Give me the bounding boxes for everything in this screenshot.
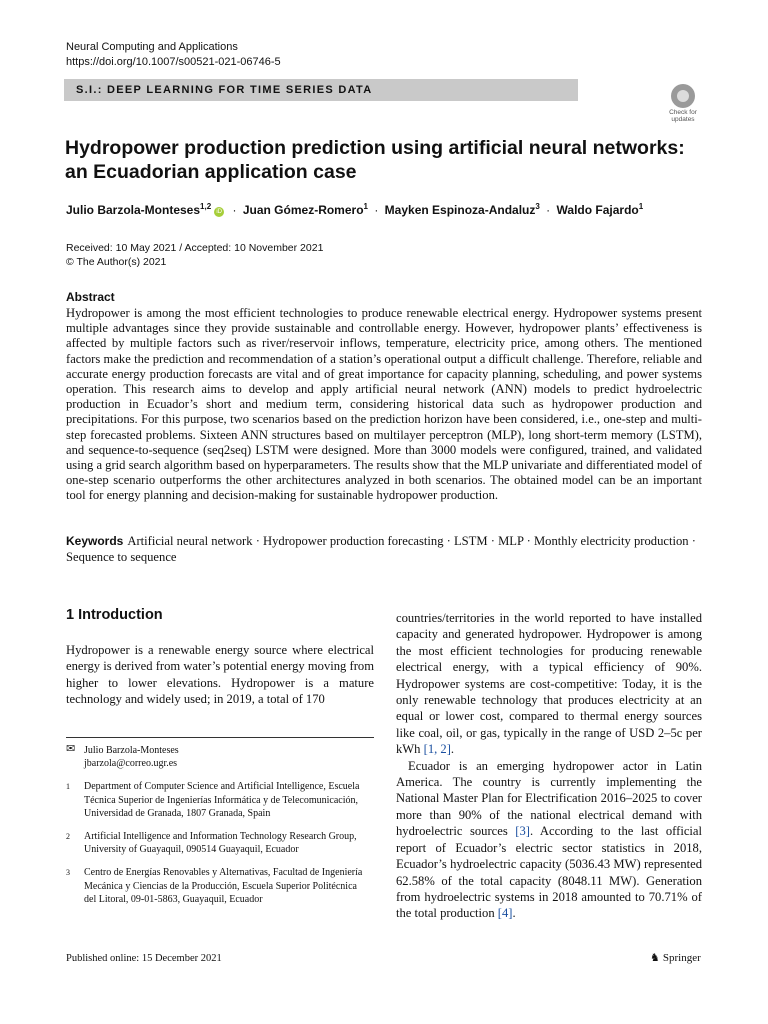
doi-link[interactable]: https://doi.org/10.1007/s00521-021-06746-5 [66,56,281,68]
keywords [66,533,702,565]
orcid-icon[interactable]: iD [214,207,224,217]
correspondence-note [66,744,366,770]
published-online: Published online: 15 December 2021 [66,953,222,964]
paper-title: Hydropower production prediction using artificial neural networks: an Ecuadorian application case [65,137,685,183]
citation-link[interactable]: [3] [515,824,530,839]
author-name[interactable]: Waldo Fajardo [556,203,639,217]
citation-link[interactable]: [4] [497,906,513,921]
section-banner: S.I.: DEEP LEARNING FOR TIME SERIES DATA [64,79,578,101]
author-separator: · [374,203,379,217]
author-name[interactable]: Mayken Espinoza-Andaluz [384,203,536,217]
affiliation-note: 1 Department of Computer Science and Artificial Intelligence, Escuela Técnica Superior de Ingenierías Informática y de Telecomunicación, Universidad de Granada, 1807 Granada, Spain [66,781,360,819]
author-affiliation-mark: 1 [363,202,368,211]
keywords-list: Artificial neural network · Hydropower production forecasting · LSTM · MLP · Monthly electricity production · Sequence to sequence [66,534,696,564]
author-name[interactable]: Juan Gómez-Romero [242,203,364,217]
author-affiliation-mark: 1 [638,202,644,211]
author-affiliation-mark: 1,2 [200,202,212,211]
abstract-body: Hydropower is among the most efficient technologies to produce renewable electrical energy. Hydropower systems present multiple advantages since they provide sustainable and controllable energy. However, hydropower plants’ effectiveness is affected by multiple factors such as river/reservoir inflows, temperature, electricity price, among others. The mentioned factors make the prediction and recommendation of a station’s operational output a difficult challenge. Therefore, reliable and accurate energy production forecasts are vital and of great importance for capacity planning, scheduling, and power systems operation. This research aims to develop and apply artificial neural network (ANN) models to predict hydroelectric production in Ecuador’s short and medium term, considering historical data such as hydropower production and precipitations. For this purpose, two scenarios based on the prediction horizon have been considered, i.e., one-step and multi-step forecasted problems. Sixteen ANN structures based on multilayer perceptron (MLP), long short-term memory (LSTM), and sequence-to-sequence (seq2seq) LSTM were designed. More than 3000 models were configured, trained, and validated using a grid search algorithm based on hyperparameters. The results show that the MLP univariate and differentiated model of one-step scenario outperforms the other architectures analyzed in both scenarios. The obtained model can be an important tool for energy planning and decision-making for sustainable hydropower production. [66,306,702,503]
intro-paragraph-left: Hydropower is a renewable energy source where electrical energy is derived from water’s potential energy moving from higher to lower elevations. Hydropower is a mature technology and widely used; in 2019, a total of 170 [66,643,374,707]
author-affiliation-mark: 3 [535,202,540,211]
check-updates-label: Check for updates [669,109,697,123]
author-separator: · [232,203,237,217]
springer-horse-icon: ♞ [650,952,660,964]
check-updates-icon [671,84,695,108]
publication-dates [66,241,323,269]
copyright-notice: © The Author(s) 2021 [66,256,167,268]
journal-name: Neural Computing and Applications [66,41,238,53]
affiliation-note: 3 Centro de Energías Renovables y Alternativas, Facultad de Ingeniería Mecánica y Ciencias de la Producción, Escuela Superior Politécnica del Litoral, 09-01-5863, Guayaquil, Ecuador [66,867,363,905]
affiliation-note: 2 Artificial Intelligence and Information Technology Research Group, University of Guayaquil, 090514 Guayaquil, Ecuador [66,831,357,856]
correspondence-email[interactable]: jbarzola@correo.ugr.es [84,758,178,770]
received-accepted: Received: 10 May 2021 / Accepted: 10 November 2021 [66,242,324,254]
author-separator: · [546,203,551,217]
correspondence-name: Julio Barzola-Monteses [84,745,179,756]
journal-header [66,40,281,70]
check-for-updates-badge[interactable] [664,84,702,124]
author-name[interactable]: Julio Barzola-Monteses [66,203,201,217]
right-column [396,610,702,922]
envelope-icon: ✉ [66,743,76,755]
abstract-heading: Abstract [66,290,115,304]
publisher-name: Springer [662,952,701,964]
footnotes [66,744,366,916]
footnote-divider [66,737,374,738]
keywords-heading: Keywords [66,534,124,548]
citation-link[interactable]: [1, 2] [423,742,451,757]
author-list [66,202,643,217]
section-heading-introduction: 1 Introduction [66,607,163,623]
intro-paragraph-right-2: Ecuador is an emerging hydropower actor in Latin America. The country is currently implementing the National Master Plan for Electrification 2016–2025 to cover more than 90% of the national electrical demand with hydroelectric sources [3]. According to the last official report of Ecuador’s electric sector statistics in 2018, Ecuador’s hydroelectric capacity (5036.43 MW) represented 62.58% of the total capacity (8048.11 MW). Generation from hydroelectric systems in 2018 amounted to 70.71% of the total production [4]. [396,758,703,921]
publisher-logo [650,951,701,964]
intro-paragraph-right-1: countries/territories in the world reported to have installed capacity and generated hydropower. Hydropower is among the most efficient technologies for producing renewable electrical energy, with a typical efficiency of 90%. Hydropower systems are cost-competitive: Today, it is the only renewable technology that produces electricity at an equal or lower cost, compared to thermal energy sources like coal, oil, or gas, typically in the range of USD 2–5c per kWh [1, 2]. [396,611,702,757]
